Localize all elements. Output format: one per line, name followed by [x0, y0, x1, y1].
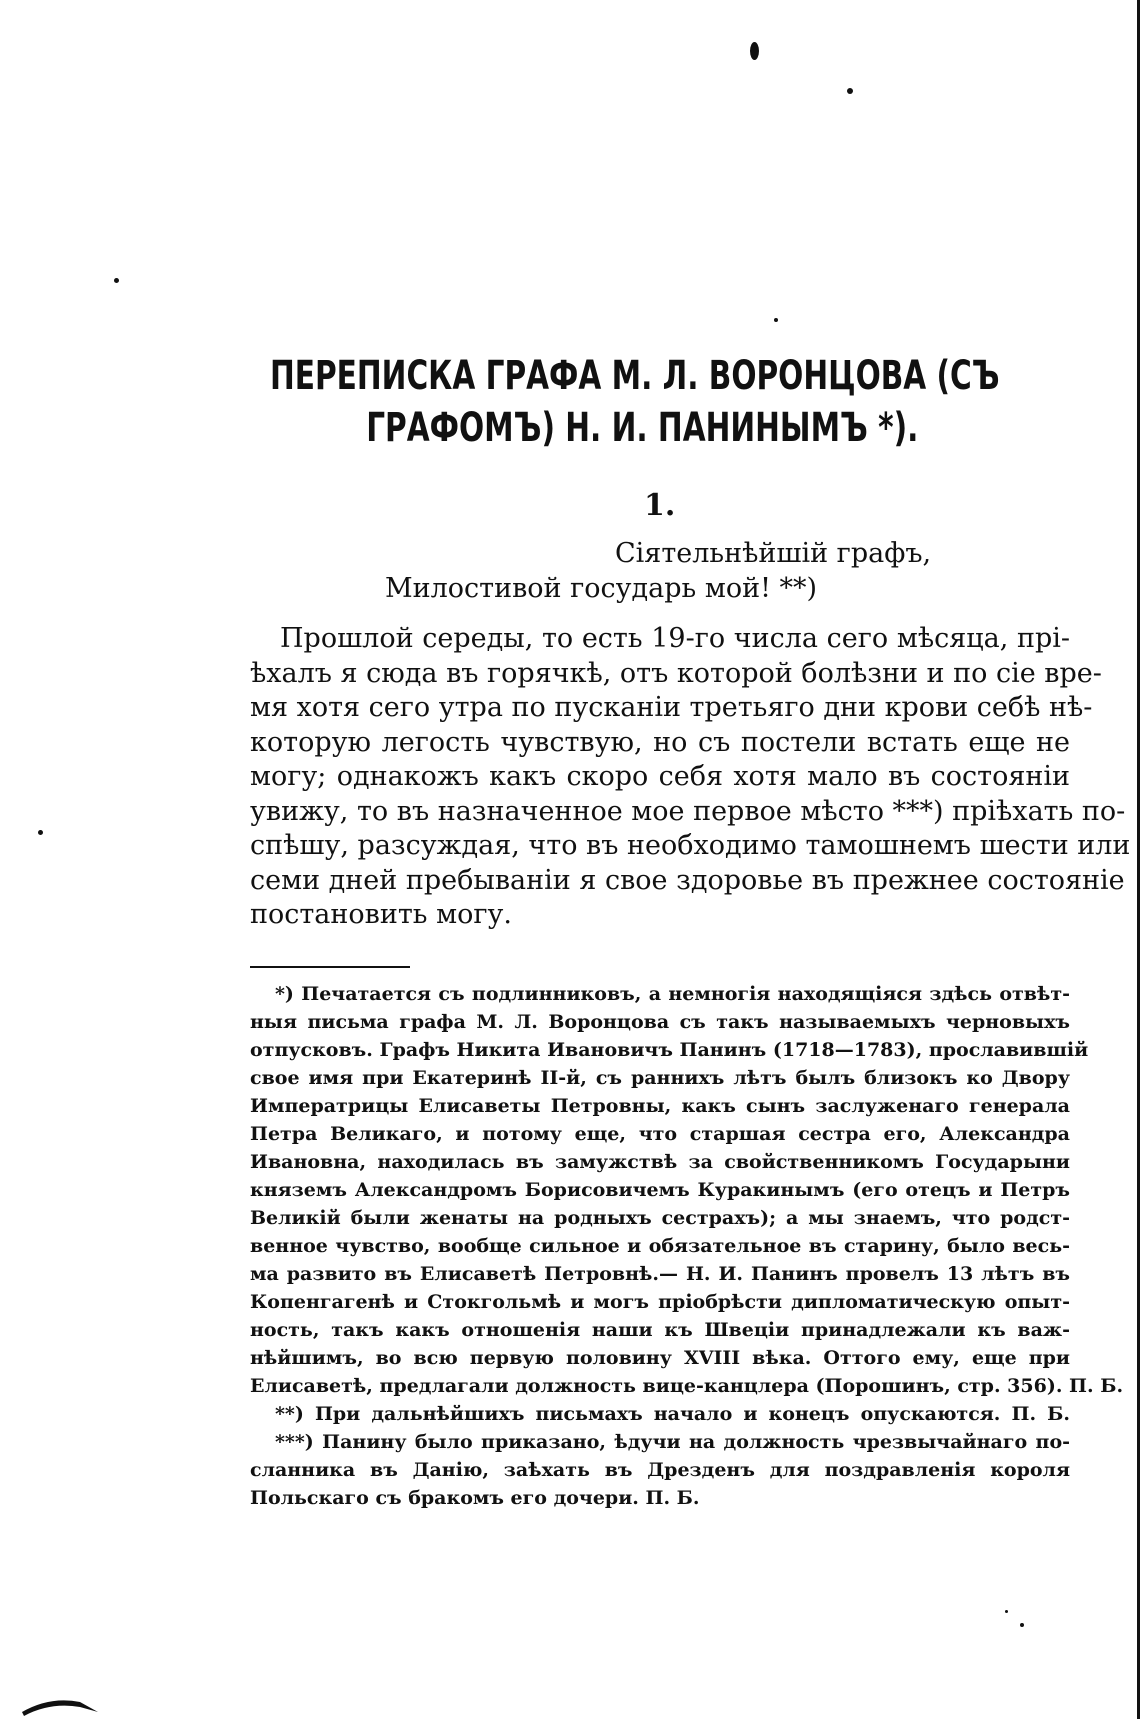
title-line-2: ГРАФОМЪ) Н. И. ПАНИНЫМЪ *). — [366, 405, 919, 451]
body-line: мя хотя сего утра по пусканіи третьяго дни крови себѣ нѣ- — [250, 692, 1093, 723]
salutation-line-1: Сіятельнѣйшій графъ, — [615, 538, 932, 569]
footnote-line: Елисаветѣ, предлагали должность вице-канцлера (Порошинъ, стр. 356). П. Б. — [250, 1375, 1124, 1397]
footnote-line: сланника въ Данію, заѣхать въ Дрезденъ для поздравленія короля — [250, 1459, 1070, 1481]
footnote-line: Ивановна, находилась въ замужствѣ за свойственникомъ Государыни — [250, 1151, 1070, 1173]
body-line: постановить могу. — [250, 899, 512, 930]
footnote-divider — [250, 966, 410, 968]
body-line: семи дней пребываніи я свое здоровье въ прежнее состояніе — [250, 864, 1125, 896]
scan-speck — [1020, 1623, 1024, 1627]
body-line: ѣхалъ я сюда въ горячкѣ, отъ которой болѣзни и по сіе вре- — [250, 657, 1102, 689]
footnote-line: ность, такъ какъ отношенія наши къ Швеціи принадлежали къ важ- — [250, 1319, 1070, 1341]
letter-body — [250, 622, 1131, 933]
title-line-1: ПЕРЕПИСКА ГРАФА М. Л. ВОРОНЦОВА (СЪ — [270, 353, 1000, 399]
footnote-line: ***) Панину было приказано, ѣдучи на должность чрезвычайнаго по- — [275, 1431, 1070, 1453]
footnote-line: княземъ Александромъ Борисовичемъ Куракинымъ (его отецъ и Петръ — [250, 1179, 1070, 1201]
salutation-line-2: Милостивой государь мой! **) — [385, 573, 818, 604]
scan-speck — [38, 830, 43, 835]
scan-speck — [1005, 1610, 1008, 1613]
footnote-line: ныя письма графа М. Л. Воронцова съ такъ называемыхъ черновыхъ — [250, 1011, 1070, 1033]
footnote-line: нѣйшимъ, во всю первую половину XVIII вѣка. Оттого ему, еще при — [250, 1347, 1070, 1369]
footnote-line: Великій были женаты на родныхъ сестрахъ); а мы знаемъ, что родст- — [250, 1207, 1070, 1229]
scan-speck — [750, 42, 759, 60]
scan-speck — [774, 318, 778, 322]
footnote-line: Петра Великаго, и потому еще, что старшая сестра его, Александра — [250, 1123, 1070, 1145]
scan-mark-bottom-left — [20, 1690, 100, 1719]
letter-number: 1. — [644, 488, 676, 523]
footnote-line: Императрицы Елисаветы Петровны, какъ сынъ заслуженаго генерала — [250, 1095, 1070, 1117]
body-line: могу; однакожъ какъ скоро себя хотя мало въ состояніи — [250, 761, 1070, 792]
body-line: спѣшу, разсуждая, что въ необходимо тамошнемъ шести или — [250, 830, 1131, 861]
footnote-line: свое имя при Екатеринѣ II-й, съ раннихъ лѣтъ былъ близокъ ко Двору — [250, 1067, 1070, 1089]
body-line: увижу, то въ назначенное мое первое мѣсто ***) пріѣхать по- — [250, 795, 1126, 827]
footnote-line: отпусковъ. Графъ Никита Ивановичъ Панинъ (1718—1783), прославившій — [250, 1039, 1089, 1061]
footnote-line: **) При дальнѣйшихъ письмахъ начало и конецъ опускаются. П. Б. — [275, 1403, 1070, 1425]
footnotes — [250, 980, 1124, 1512]
scan-speck — [114, 278, 119, 283]
scan-speck — [847, 88, 853, 94]
body-line: Прошлой середы, то есть 19-го числа сего мѣсяца, прі- — [280, 623, 1070, 654]
footnote-line: Копенгагенѣ и Стокгольмѣ и могъ пріобрѣсти дипломатическую опыт- — [250, 1291, 1070, 1313]
article-title — [270, 350, 1000, 454]
footnote-line: ма развито въ Елисаветѣ Петровнѣ.— Н. И. Панинъ провелъ 13 лѣтъ въ — [250, 1263, 1070, 1285]
footnote-line: *) Печатается съ подлинниковъ, а немногія находящіяся здѣсь отвѣт- — [275, 983, 1070, 1005]
footnote-line: Польскаго съ бракомъ его дочери. П. Б. — [250, 1487, 700, 1509]
footnote-line: венное чувство, вообще сильное и обязательное въ старину, было весь- — [250, 1235, 1070, 1257]
body-line: которую легость чувствую, но съ постели встать еще не — [250, 726, 1070, 758]
